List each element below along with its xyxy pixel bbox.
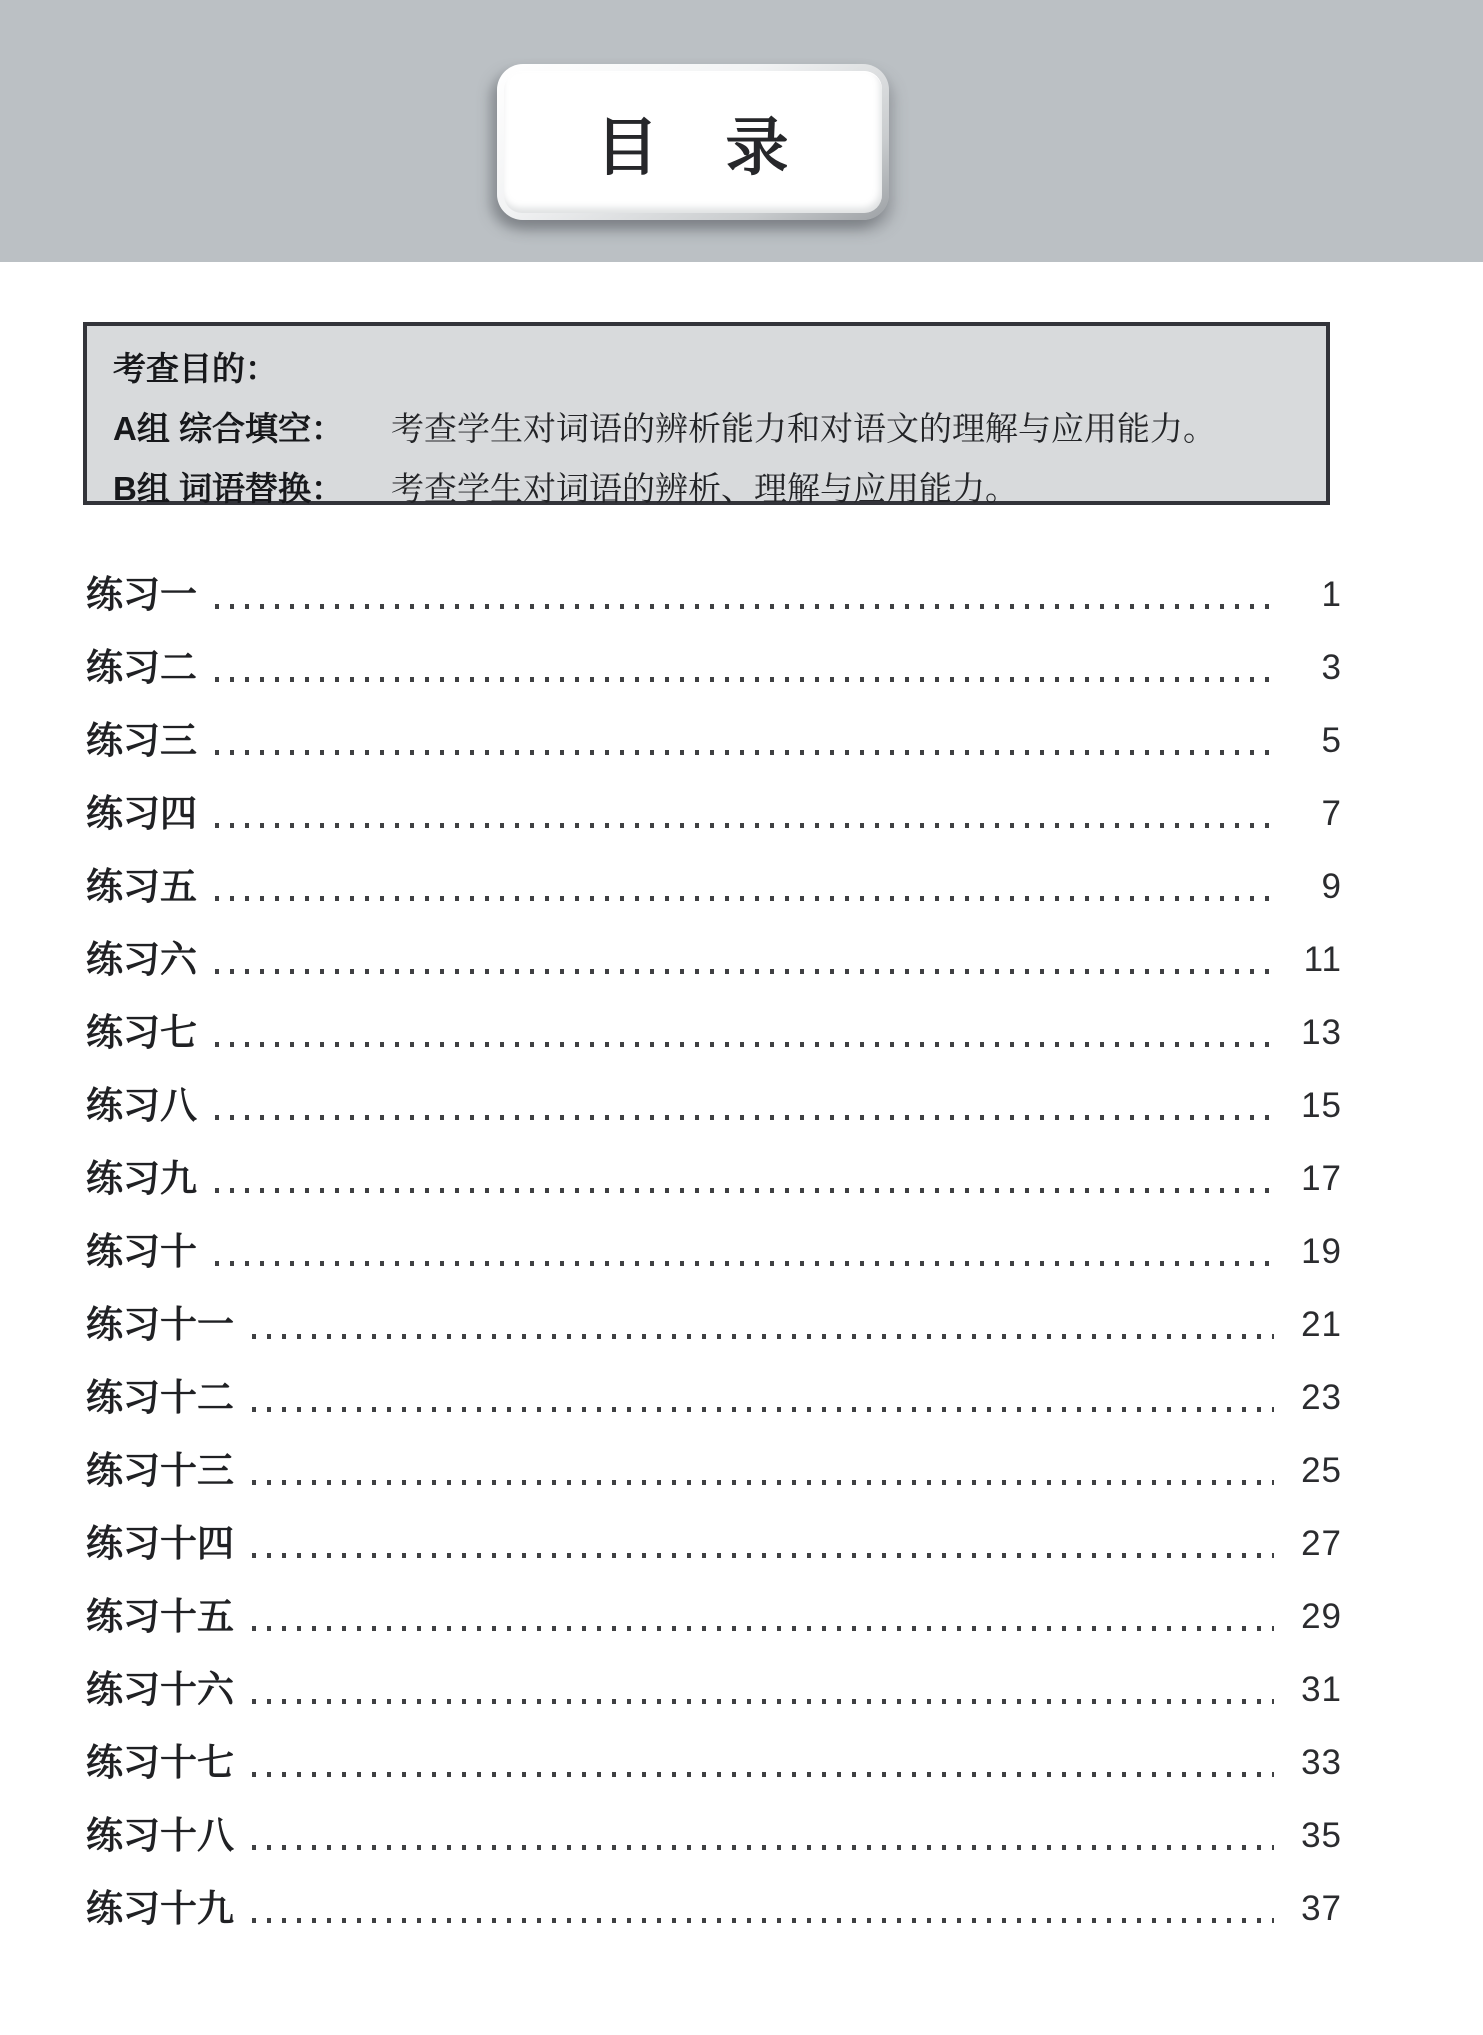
dotted-leader [215,1115,1274,1120]
dotted-leader [215,1261,1274,1266]
page-title: 目 录 [595,112,791,183]
toc-row [86,1653,1342,1726]
toc-row [86,558,1342,631]
toc-entry-label: 练习二 [86,647,197,688]
toc-entry-label: 练习十 [86,1231,197,1272]
toc-entry-label: 练习七 [86,1012,197,1053]
toc-page-number: 7 [1321,794,1342,833]
title-plate [497,64,889,220]
toc-entry-label: 练习十四 [86,1523,234,1564]
toc-entry-label: 练习六 [86,939,197,980]
toc-page-number: 1 [1321,575,1342,614]
toc-row [86,1069,1342,1142]
toc-page-number: 5 [1321,721,1342,760]
dotted-leader [252,1845,1274,1850]
toc-page-number: 27 [1301,1524,1342,1563]
toc-page-number: 19 [1301,1232,1342,1271]
purpose-desc-b: 考查学生对词语的辨析、理解与应用能力。 [391,472,1018,508]
toc-entry-label: 练习四 [86,793,197,834]
toc-entry-label: 练习十三 [86,1450,234,1491]
dotted-leader [215,677,1274,682]
toc-row [86,1215,1342,1288]
toc-page-number: 9 [1321,867,1342,906]
toc-row [86,996,1342,1069]
dotted-leader [215,1188,1274,1193]
toc-page-number: 37 [1301,1889,1342,1928]
dotted-leader [252,1626,1274,1631]
dotted-leader [215,604,1274,609]
toc-row [86,777,1342,850]
toc-row [86,850,1342,923]
toc-row [86,1799,1342,1872]
toc-page-number: 15 [1301,1086,1342,1125]
toc-list [86,558,1342,1945]
toc-page-number: 17 [1301,1159,1342,1198]
toc-page-number: 13 [1301,1013,1342,1052]
toc-entry-label: 练习十八 [86,1815,234,1856]
toc-row [86,1142,1342,1215]
toc-row [86,631,1342,704]
toc-page-number: 29 [1301,1597,1342,1636]
toc-page-number: 21 [1301,1305,1342,1344]
toc-row [86,1288,1342,1361]
purpose-label-a: A组 综合填空： [113,410,344,447]
toc-entry-label: 练习十七 [86,1742,234,1783]
toc-entry-label: 练习十六 [86,1669,234,1710]
toc-entry-label: 练习九 [86,1158,197,1199]
toc-row [86,1434,1342,1507]
dotted-leader [215,1042,1274,1047]
toc-page-number: 11 [1303,940,1342,979]
dotted-leader [215,750,1274,755]
purpose-desc-a: 考查学生对词语的辨析能力和对语文的理解与应用能力。 [391,412,1216,448]
toc-entry-label: 练习十九 [86,1888,234,1929]
toc-row [86,704,1342,777]
dotted-leader [215,969,1274,974]
toc-row [86,1580,1342,1653]
purpose-row-b [113,463,1306,510]
toc-entry-label: 练习五 [86,866,197,907]
toc-row [86,923,1342,996]
toc-row [86,1872,1342,1945]
toc-entry-label: 练习十五 [86,1596,234,1637]
toc-page-number: 23 [1301,1378,1342,1417]
dotted-leader [252,1918,1274,1923]
toc-entry-label: 练习八 [86,1085,197,1126]
toc-entry-label: 练习十一 [86,1304,234,1345]
toc-entry-label: 练习三 [86,720,197,761]
toc-page-number: 3 [1321,648,1342,687]
dotted-leader [252,1407,1274,1412]
toc-row [86,1361,1342,1434]
purpose-label-b: B组 词语替换： [113,470,344,507]
title-plate-face [504,71,882,213]
purpose-box [83,322,1330,508]
toc-page-number: 31 [1301,1670,1342,1709]
header-band [0,0,1483,262]
dotted-leader [252,1772,1274,1777]
toc-page-number: 33 [1301,1743,1342,1782]
dotted-leader [252,1334,1274,1339]
toc-entry-label: 练习十二 [86,1377,234,1418]
toc-row [86,1726,1342,1799]
dotted-leader [215,896,1274,901]
toc-page-number: 35 [1301,1816,1342,1855]
toc-page-number: 25 [1301,1451,1342,1490]
dotted-leader [252,1480,1274,1485]
dotted-leader [252,1699,1274,1704]
toc-entry-label: 练习一 [86,574,197,615]
purpose-heading: 考查目的： [113,350,278,387]
dotted-leader [215,823,1274,828]
toc-row [86,1507,1342,1580]
purpose-row-a [113,403,1306,450]
dotted-leader [252,1553,1274,1558]
